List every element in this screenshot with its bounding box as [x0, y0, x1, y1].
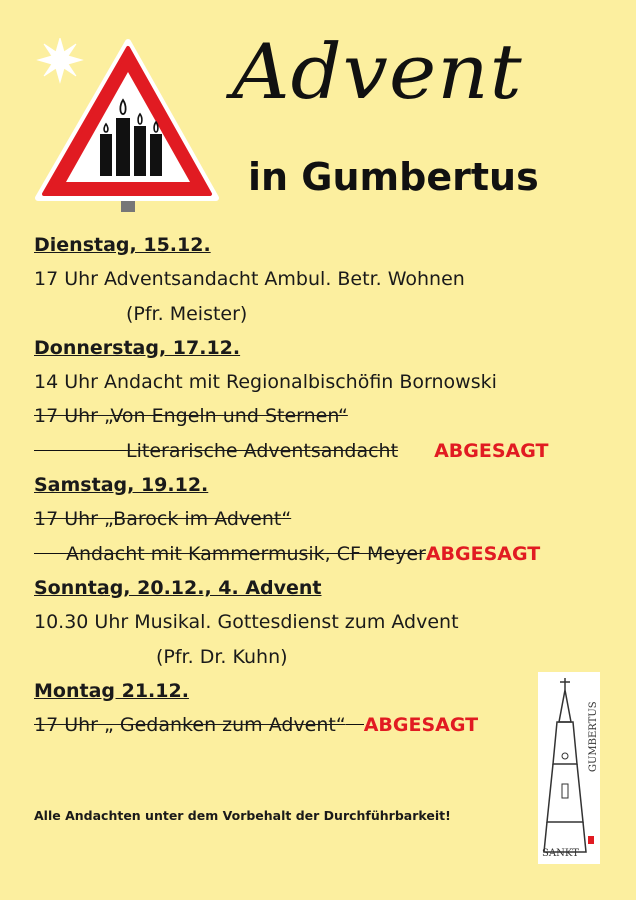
event-line-cancelled [34, 537, 614, 571]
cancelled-badge: ABGESAGT [425, 542, 541, 565]
event-line-cancelled [34, 434, 614, 468]
event-text: 17 Uhr „ Gedanken zum Advent“ [34, 714, 346, 737]
event-line: 14 Uhr Andacht mit Regionalbischöfin Bornowski [34, 371, 497, 394]
date-heading: Donnerstag, 17.12. [34, 336, 241, 359]
strike-gap [34, 450, 126, 451]
event-line: 17 Uhr Adventsandacht Ambul. Betr. Wohnen [34, 268, 465, 291]
event-pastor: (Pfr. Dr. Kuhn) [156, 645, 288, 668]
event-schedule [34, 228, 614, 742]
date-heading: Samstag, 19.12. [34, 474, 209, 497]
date-heading: Sonntag, 20.12., 4. Advent [34, 576, 322, 599]
event-pastor: (Pfr. Meister) [126, 302, 248, 325]
star-icon [38, 38, 82, 82]
event-line-cancelled [34, 708, 614, 742]
page-title: Advent [232, 27, 523, 116]
date-heading: Dienstag, 15.12. [34, 234, 211, 256]
page-subtitle: in Gumbertus [248, 155, 539, 199]
logo-word-sankt: SANKT [542, 848, 579, 859]
event-text: Andacht mit Kammermusik, CF Meyer [66, 542, 426, 565]
event-line: 10.30 Uhr Musikal. Gottesdienst zum Advent [34, 611, 459, 634]
date-heading: Montag 21.12. [34, 679, 189, 702]
event-text: 17 Uhr „Von Engeln und Sternen“ [34, 405, 348, 428]
church-logo [538, 672, 600, 864]
cancelled-badge: ABGESAGT [434, 439, 549, 462]
logo-word-gumbertus: GUMBERTUS [588, 701, 599, 772]
event-line-cancelled [34, 399, 614, 433]
strike-gap [34, 553, 66, 554]
event-text: Literarische Adventsandacht [126, 439, 399, 462]
warning-sign-candles-icon [34, 38, 220, 218]
event-text: 17 Uhr „Barock im Advent“ [34, 508, 292, 531]
footer-note: Alle Andachten unter dem Vorbehalt der Durchführbarkeit! [34, 808, 451, 823]
cancelled-badge: ABGESAGT [363, 714, 479, 737]
event-line-cancelled [34, 502, 614, 536]
strike-gap [346, 724, 364, 725]
